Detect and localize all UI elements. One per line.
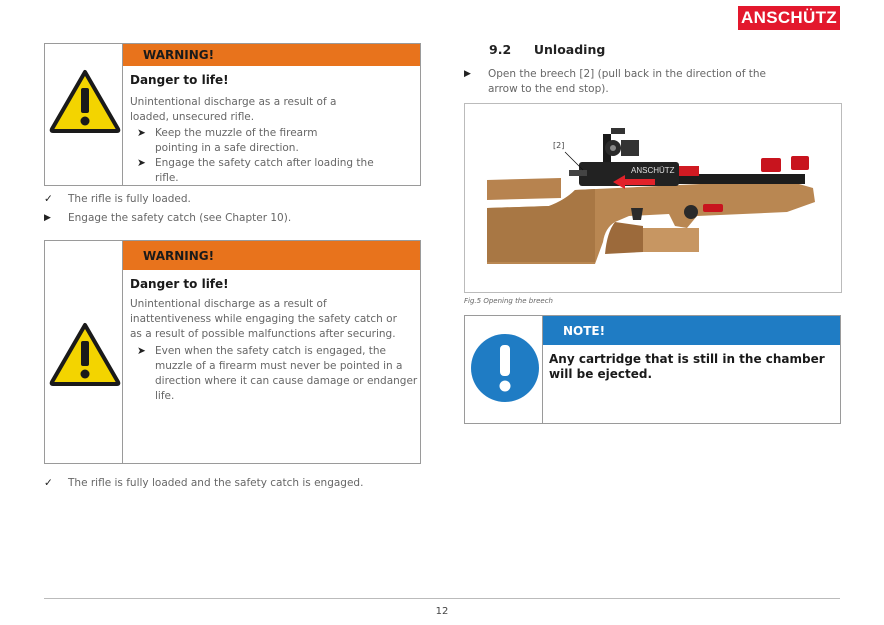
warning-box-2 xyxy=(44,240,421,464)
warning-title: Danger to life! xyxy=(130,277,229,291)
footer-rule xyxy=(44,598,840,599)
rifle-breech-image xyxy=(465,104,841,292)
arrowhead-bullet-icon: ➤ xyxy=(137,157,146,169)
warning-text: Unintentional discharge as a result of a loaded, unsecured rifle. xyxy=(130,96,337,123)
page-number: 12 xyxy=(435,606,449,617)
warning-bullet: ➤ Even when the safety catch is engaged, the muzzle of a firearm must never be pointed in a direction where it can cause damage or endanger life. xyxy=(137,345,418,402)
warning-box-1 xyxy=(44,43,421,186)
warning-triangle-icon xyxy=(49,321,121,387)
instruction-step-2: ▶ Open the breech [2] (pull back in the direction of the arrow to the end stop). xyxy=(464,68,766,95)
result-line-1: ✓ The rifle is fully loaded. xyxy=(44,193,191,205)
warning-bullets xyxy=(137,126,387,186)
warning-icon-column xyxy=(45,44,123,185)
warning-triangle-icon xyxy=(49,68,121,134)
warning-bullets xyxy=(137,344,419,404)
section-title: Unloading xyxy=(533,42,606,57)
section-number: 9.2 xyxy=(489,42,512,57)
warning-text: Unintentional discharge as a result of inattentiveness while engaging the safety catch or as a result of possible malfunctions after securing. xyxy=(130,298,397,340)
warning-bullet: ➤ Engage the safety catch after loading the rifle. xyxy=(137,157,374,184)
warning-title: Danger to life! xyxy=(130,73,229,87)
instruction-step-1: ▶ Engage the safety catch (see Chapter 10). xyxy=(44,212,292,224)
note-icon-column xyxy=(465,316,543,423)
step-arrow-icon: ▶ xyxy=(464,69,471,79)
warning-bullet: ➤ Keep the muzzle of the firearm pointing in a safe direction. xyxy=(137,127,318,154)
warning-icon-column xyxy=(45,241,123,463)
anschutz-logo: ANSCHÜTZ xyxy=(738,6,840,30)
note-box xyxy=(464,315,841,424)
info-exclamation-icon xyxy=(469,332,541,404)
arrowhead-bullet-icon: ➤ xyxy=(137,345,146,357)
rifle-figure xyxy=(464,103,842,293)
receiver-stamp-text: ANSCHÜTZ xyxy=(631,166,675,175)
result-line-2: ✓ The rifle is fully loaded and the safety catch is engaged. xyxy=(44,477,364,489)
warning-header: WARNING! xyxy=(123,44,420,66)
section-heading xyxy=(489,42,605,57)
checkmark-icon: ✓ xyxy=(44,477,53,489)
figure-caption: Fig.5 Opening the breech xyxy=(464,297,553,305)
callout-label: [2] xyxy=(553,141,565,150)
note-text: Any cartridge that is still in the chamber will be ejected. xyxy=(549,352,825,381)
step-arrow-icon: ▶ xyxy=(44,213,51,223)
checkmark-icon: ✓ xyxy=(44,193,53,205)
warning-header: WARNING! xyxy=(123,241,420,270)
arrowhead-bullet-icon: ➤ xyxy=(137,127,146,139)
note-header: NOTE! xyxy=(543,316,840,345)
